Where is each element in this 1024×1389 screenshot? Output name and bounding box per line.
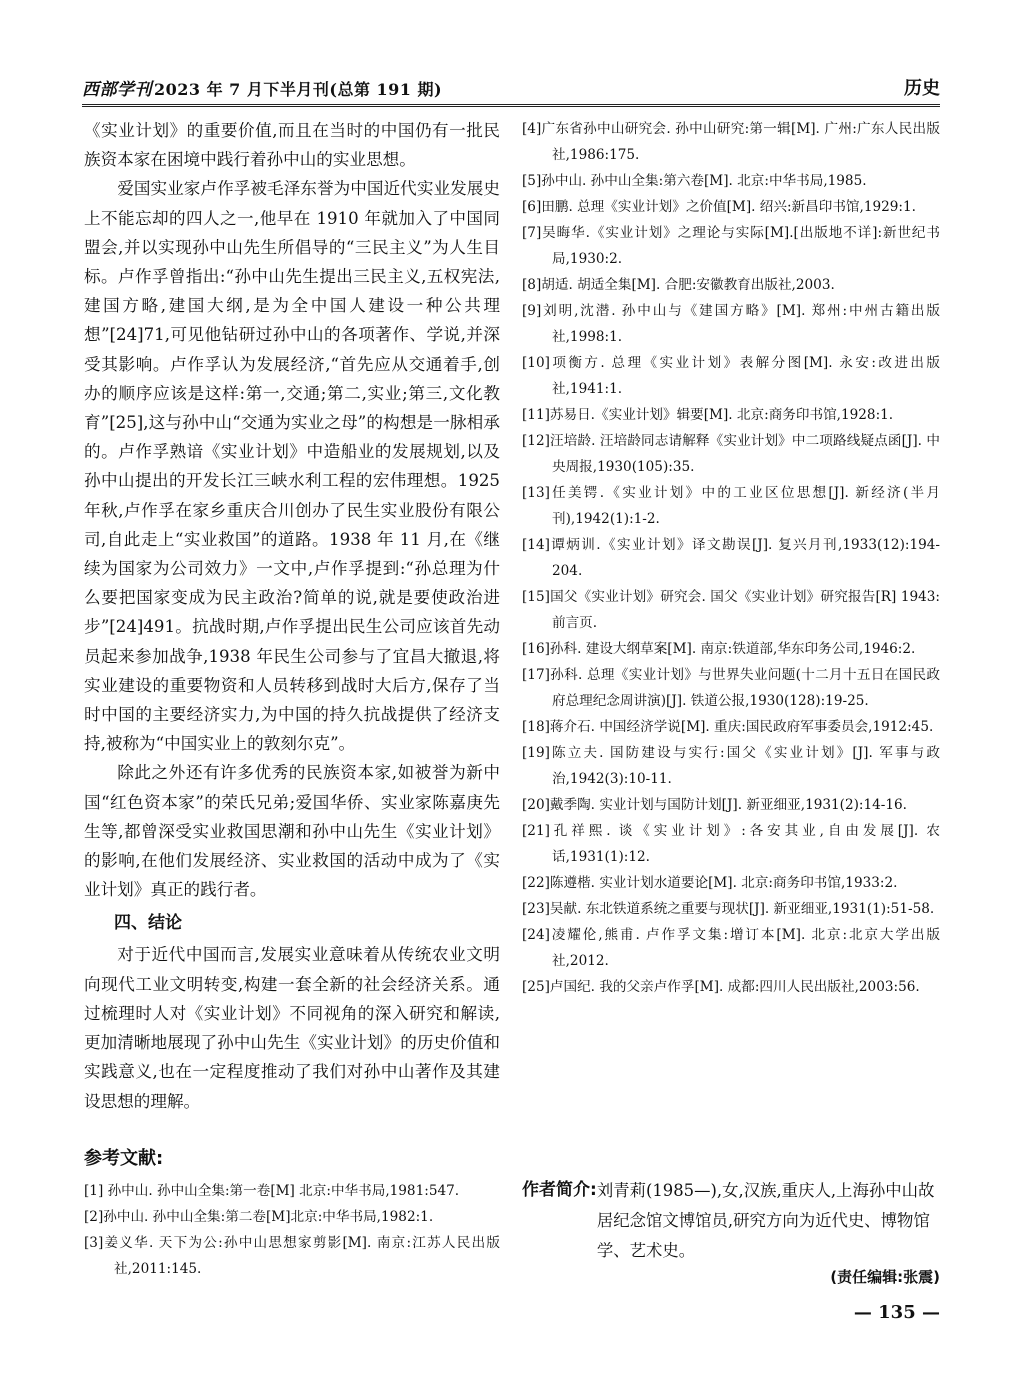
section-tag: 历史 xyxy=(904,78,940,99)
author-bio xyxy=(522,1176,942,1266)
section-heading: 四、结论 xyxy=(114,913,182,934)
reference-item: [7]吴晦华.《实业计划》之理论与实际[M].[出版地不详]:新世纪书局,1930:2. xyxy=(522,225,940,267)
reference-item: [10]项衡方. 总理《实业计划》表解分图[M]. 永安:改进出版社,1941:1. xyxy=(522,355,940,397)
reference-item: [1] 孙中山. 孙中山全集:第一卷[M] 北京:中华书局,1981:547. xyxy=(84,1182,460,1199)
reference-item: [25]卢国纪. 我的父亲卢作孚[M]. 成都:四川人民出版社,2003:56. xyxy=(522,979,920,995)
reference-item: [19]陈立夫. 国防建设与实行:国父《实业计划》[J]. 军事与政治,1942(3):10-11. xyxy=(522,745,940,787)
reference-item: [9]刘明,沈潜. 孙中山与《建国方略》[M]. 郑州:中州古籍出版社,1998:1. xyxy=(522,303,940,345)
paragraph: 爱国实业家卢作孚被毛泽东誉为中国近代实业发展史上不能忘却的四人之一,他早在 1910 年就加入了中国同盟会,并以实现孙中山先生所倡导的“三民主义”为人生目标。卢作孚曾指出:“孙中山先生提出三民主义,五权宪法,建国方略,建国大纲,是为全中国人建设一种公共理想”[24]71,可见他钻研过孙中山的各项著作、学说,并深受其影响。卢作孚认为发展经济,“首先应从交通着手,创办的顺序应该是这样:第一,交通;第二,实业;第三,文化教育”[25],这与孙中山“交通为实业之母”的构想是一脉相承的。卢作孚熟谙《实业计划》中造船业的发展规划,以及孙中山提出的开发长江三峡水利工程的宏伟理想。1925 年秋,卢作孚在家乡重庆合川创办了民生实业股份有限公司,自此走上“实业救国”的道路。1938 年 11 月,在《继续为国家为公司效力》一文中,卢作孚提到:“孙总理为什么要把国家变成为民主政治?简单的说,就是要使政治进步”[24]491。抗战时期,卢作孚提出民生公司应该首先动员起来参加战争,1938 年民生公司参与了宜昌大撤退,将实业建设的重要物资和人员转移到战时大后方,保存了当时中国的主要经济实力,为中国的持久抗战提供了经济支持,被称为“中国实业上的敦刻尔克”。 xyxy=(84,179,500,754)
author-bio-label: 作者简介: xyxy=(522,1180,597,1200)
references-title: 参考文献: xyxy=(84,1147,164,1169)
responsible-editor: (责任编辑:张震) xyxy=(830,1268,940,1286)
journal-title xyxy=(82,75,442,100)
reference-item: [6]田鹏. 总理《实业计划》之价值[M]. 绍兴:新昌印书馆,1929:1. xyxy=(522,199,916,215)
reference-item: [21]孔祥熙. 谈《实业计划》:各安其业,自由发展[J]. 农话,1931(1):12. xyxy=(522,823,940,865)
reference-item: [2]孙中山. 孙中山全集:第二卷[M]北京:中华书局,1982:1. xyxy=(84,1208,434,1225)
left-column xyxy=(84,116,500,1282)
reference-item: [3]姜义华. 天下为公:孙中山思想家剪影[M]. 南京:江苏人民出版社,2011:145. xyxy=(84,1234,500,1277)
right-column xyxy=(522,116,940,1000)
reference-item: [5]孙中山. 孙中山全集:第六卷[M]. 北京:中华书局,1985. xyxy=(522,173,867,189)
reference-item: [14]谭炳训.《实业计划》译文勘误[J]. 复兴月刊,1933(12):194-204. xyxy=(522,537,940,579)
reference-item: [11]苏易日.《实业计划》辑要[M]. 北京:商务印书馆,1928:1. xyxy=(522,407,894,423)
paragraph: 《实业计划》的重要价值,而且在当时的中国仍有一批民族资本家在困境中践行着孙中山的实业思想。 xyxy=(84,121,500,170)
reference-item: [18]蒋介石. 中国经济学说[M]. 重庆:国民政府军事委员会,1912:45. xyxy=(522,719,934,735)
page-number: — 135 — xyxy=(853,1302,940,1323)
reference-item: [17]孙科. 总理《实业计划》与世界失业问题(十二月十五日在国民政府总理纪念周讲演)[J]. 铁道公报,1930(128):19-25. xyxy=(522,667,940,709)
conclusion-paragraph: 对于近代中国而言,发展实业意味着从传统农业文明向现代工业文明转变,构建一套全新的社会经济关系。通过梳理时人对《实业计划》不同视角的深入研究和解读,更加清晰地展现了孙中山先生《实业计划》的历史价值和实践意义,也在一定程度推动了我们对孙中山著作及其建设思想的理解。 xyxy=(84,945,500,1111)
reference-item: [4]广东省孙中山研究会. 孙中山研究:第一辑[M]. 广州:广东人民出版社,1986:175. xyxy=(522,121,940,163)
reference-item: [13]任美锷.《实业计划》中的工业区位思想[J]. 新经济(半月刊),1942(1):1-2. xyxy=(522,485,940,527)
reference-item: [15]国父《实业计划》研究会. 国父《实业计划》研究报告[R] 1943:前言页. xyxy=(522,589,940,631)
reference-item: [16]孙科. 建设大纲草案[M]. 南京:铁道部,华东印务公司,1946:2. xyxy=(522,641,916,657)
author-bio-text: 刘青莉(1985—),女,汉族,重庆人,上海孙中山故居纪念馆文博馆员,研究方向为近代史、博物馆学、艺术史。 xyxy=(596,1181,935,1260)
reference-item: [12]汪培龄. 汪培龄同志请解释《实业计划》中二项路线疑点函[J]. 中央周报,1930(105):35. xyxy=(522,433,940,475)
reference-item: [24]凌耀伦,熊甫. 卢作孚文集:增订本[M]. 北京:北京大学出版社,2012. xyxy=(522,927,940,969)
paragraph: 除此之外还有许多优秀的民族资本家,如被誉为新中国“红色资本家”的荣氏兄弟;爱国华侨、实业家陈嘉庚先生等,都曾深受实业救国思潮和孙中山先生《实业计划》的影响,在他们发展经济、实业救国的活动中成为了《实业计划》真正的践行者。 xyxy=(84,763,500,900)
reference-item: [22]陈遵楷. 实业计划水道要论[M]. 北京:商务印书馆,1933:2. xyxy=(522,875,898,891)
running-header xyxy=(82,70,940,107)
journal-logo: 西部学刊 xyxy=(82,80,152,100)
reference-item: [8]胡适. 胡适全集[M]. 合肥:安徽教育出版社,2003. xyxy=(522,277,835,293)
journal-issue: 2023 年 7 月下半月刊(总第 191 期) xyxy=(154,80,443,99)
reference-item: [20]戴季陶. 实业计划与国防计划[J]. 新亚细亚,1931(2):14-16. xyxy=(522,797,908,813)
reference-item: [23]吴献. 东北铁道系统之重要与现状[J]. 新亚细亚,1931(1):51-58. xyxy=(522,901,935,917)
